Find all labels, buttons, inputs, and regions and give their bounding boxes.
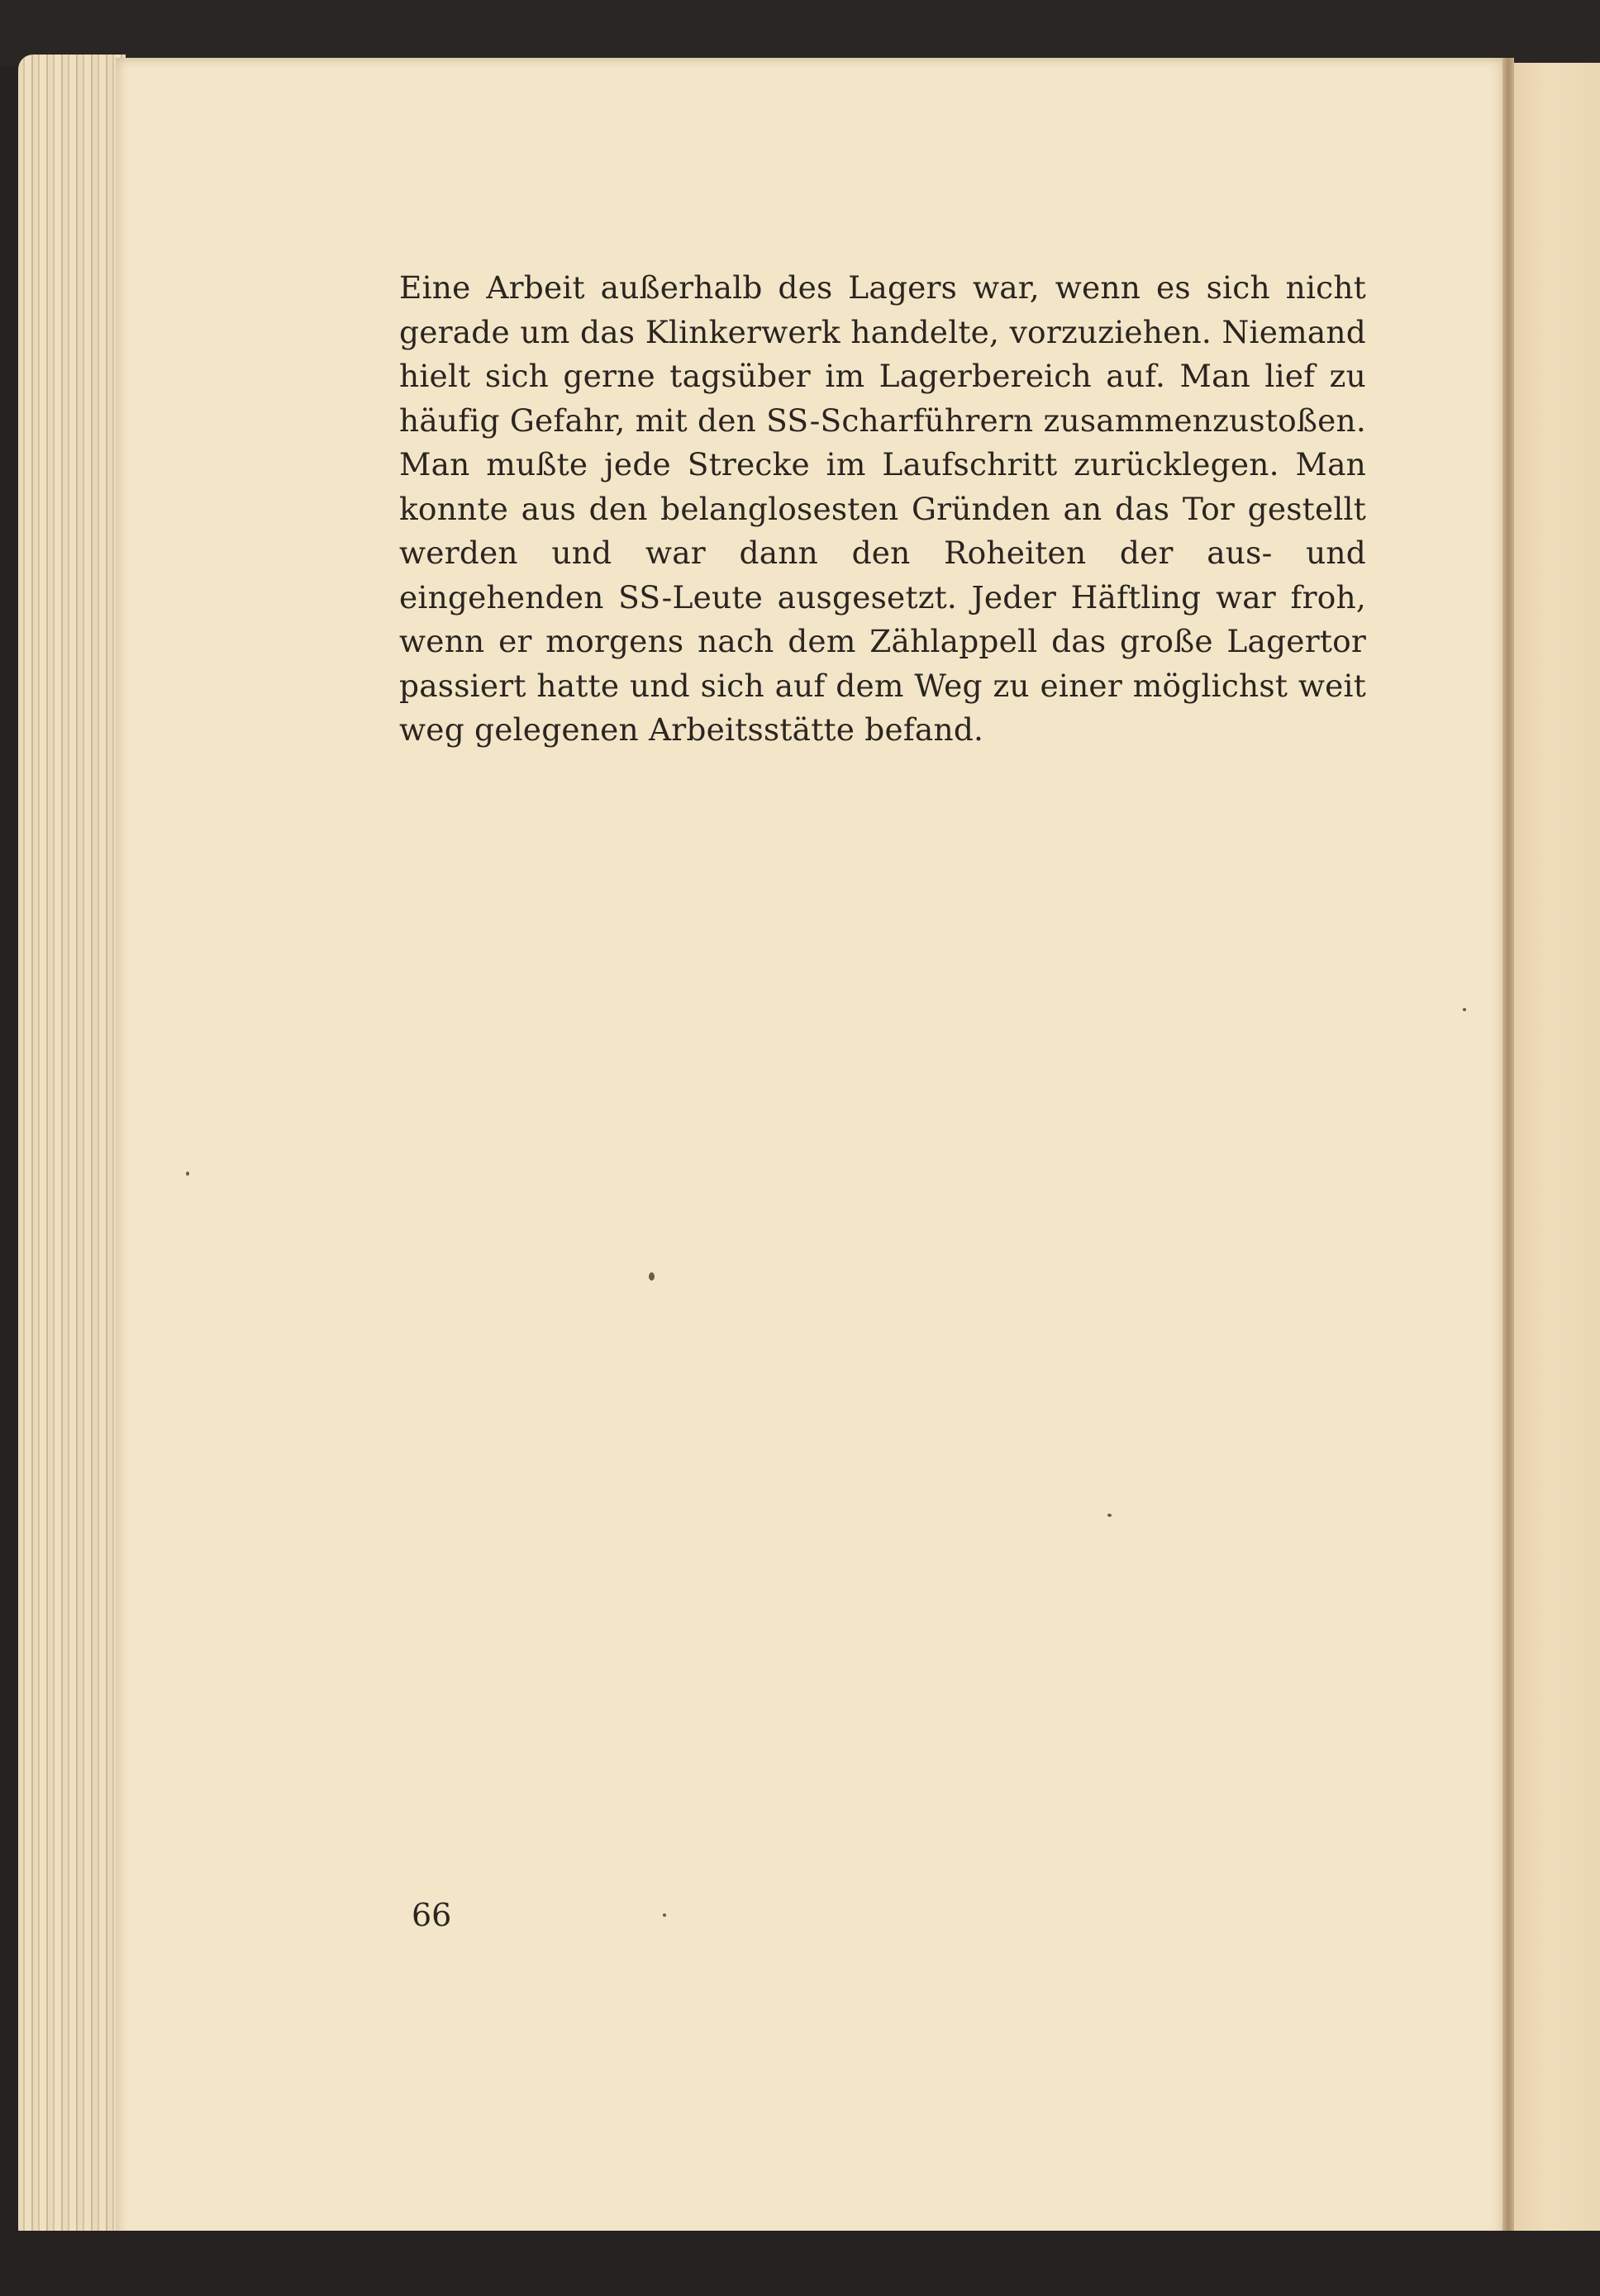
paper-speck [1463, 1008, 1466, 1011]
right-page-edge [1514, 63, 1600, 2234]
page-number: 66 [412, 1897, 452, 1933]
paper-speck [186, 1172, 189, 1176]
paper-speck [649, 1272, 655, 1281]
page-edges [18, 55, 126, 2244]
body-paragraph: Eine Arbeit außerhalb des Lagers war, wenn es sich nicht gerade um das Klinkerwerk handelte, vorzuziehen. Niemand hielt sich gerne tagsüber im Lagerbereich auf. Man lief zu häufig Gefahr, mit den SS-Scharführern zusammenzustoßen. Man mußte jede Strecke im Laufschritt zurücklegen. Man konnte aus den belanglosesten Gründen an das Tor gestellt werden und war dann den Roheiten der aus- und eingehenden SS-Leute ausgesetzt. Jeder Häftling war froh, wenn er morgens nach dem Zählappell das große Lagertor passiert hatte und sich auf dem Weg zu einer möglichst weit weg gelegenen Arbeitsstätte befand. [399, 269, 1366, 748]
paper-speck [663, 1913, 666, 1917]
book-gutter [1502, 58, 1514, 2239]
scan-background-bottom [0, 2231, 1600, 2296]
scan-background-top [0, 0, 1600, 66]
paper-speck [1107, 1514, 1112, 1517]
